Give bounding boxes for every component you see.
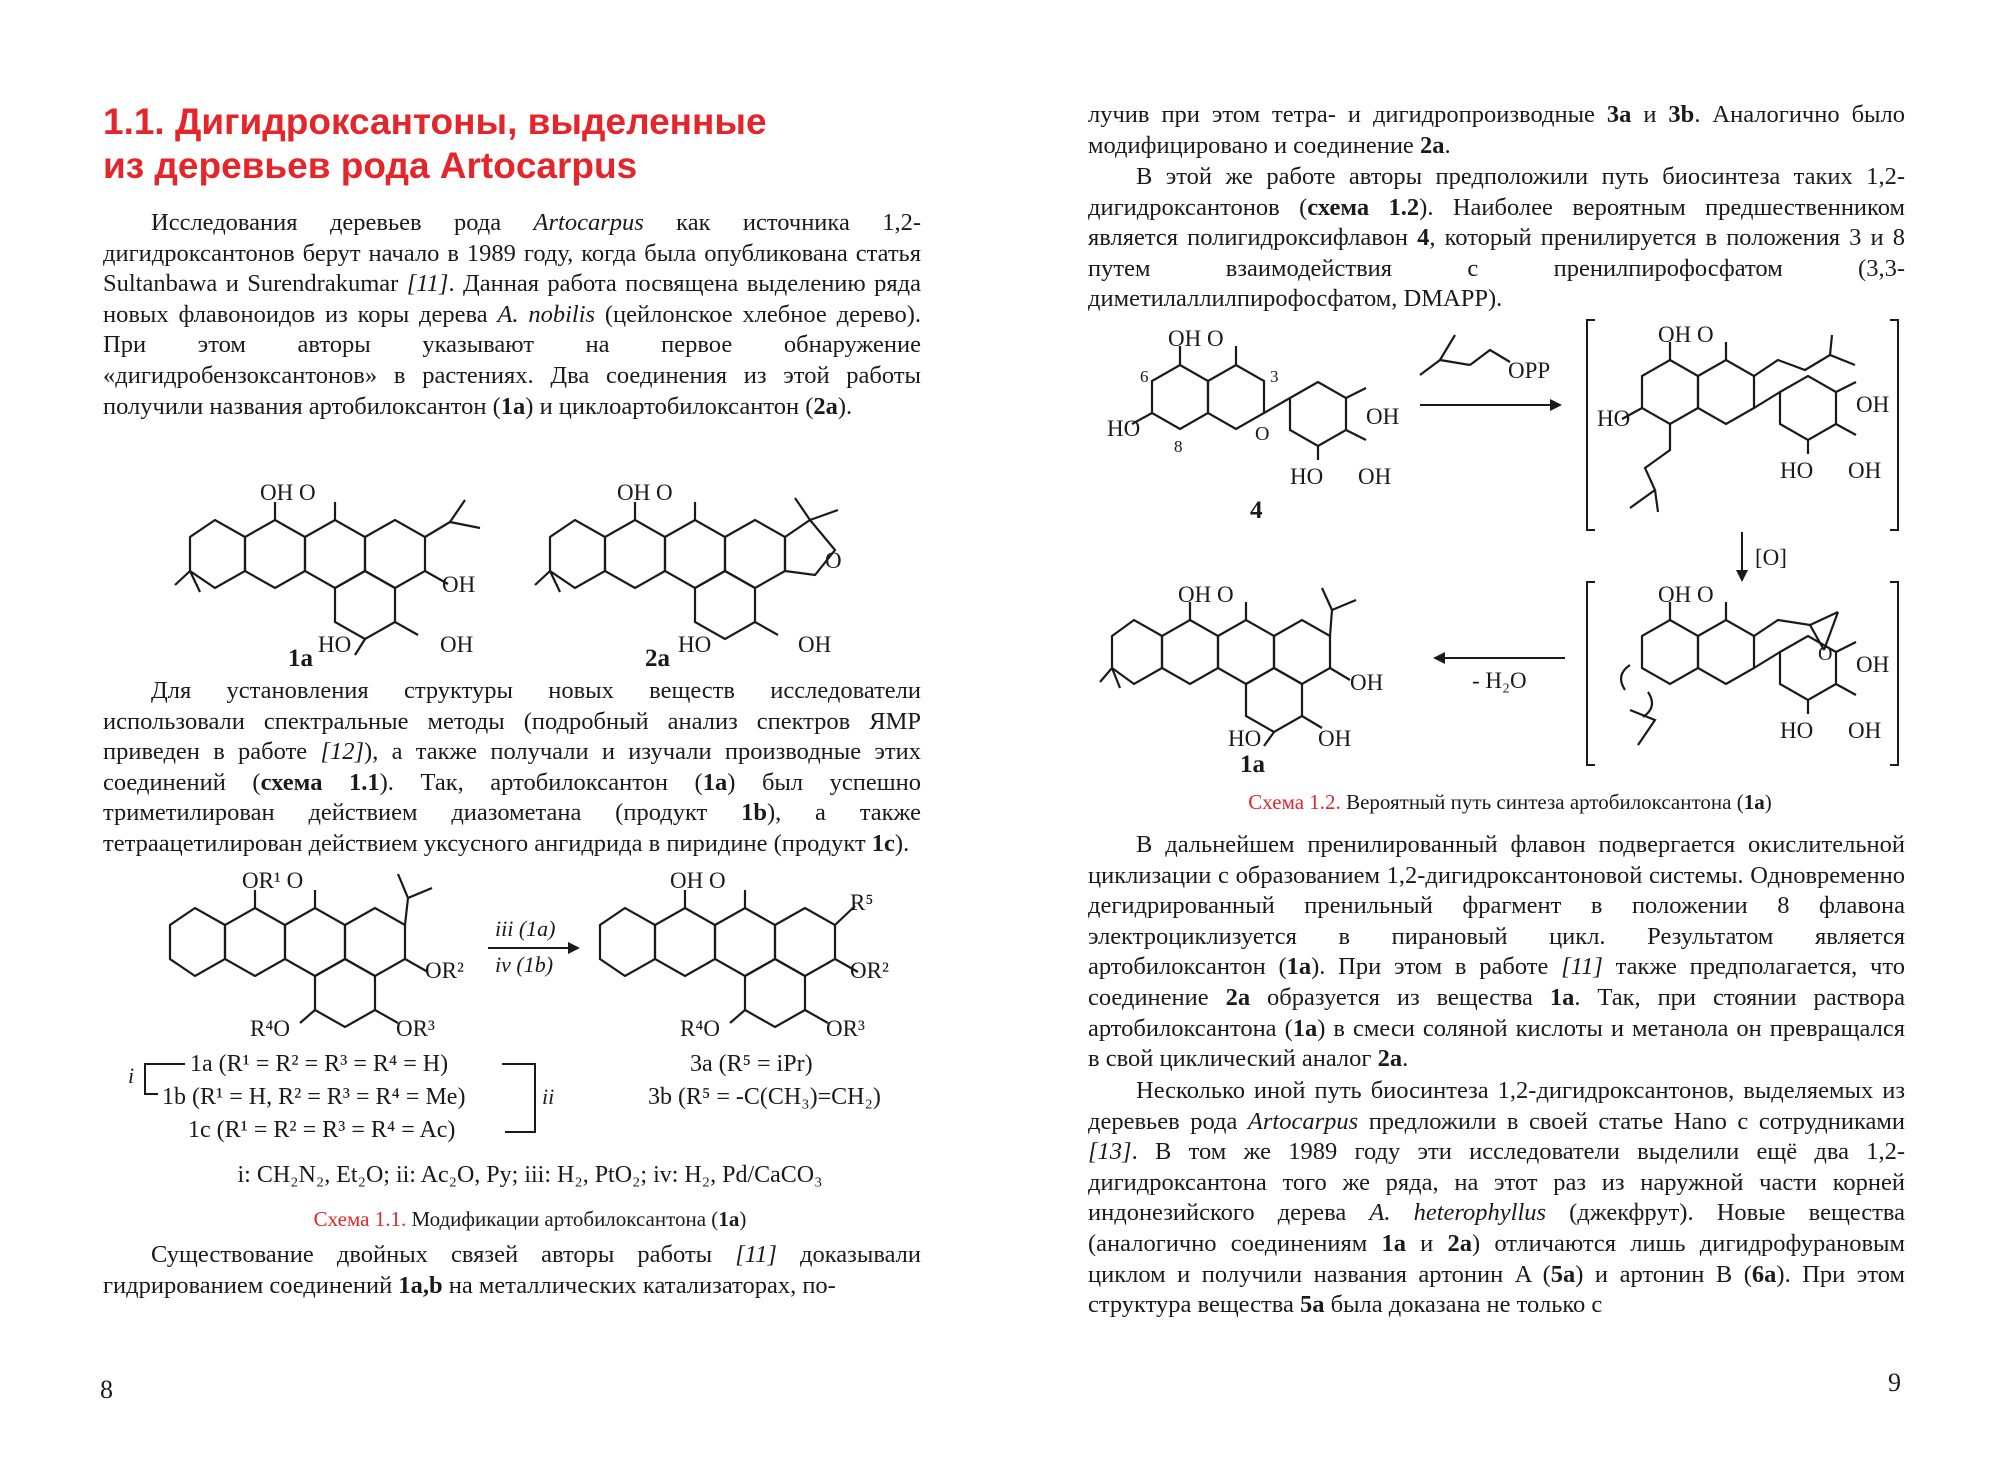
label-opp: OPP bbox=[1508, 358, 1551, 383]
derivative-1c: 1c (R¹ = R² = R³ = R⁴ = Ac) bbox=[188, 1117, 456, 1143]
page-number-right: 9 bbox=[1888, 1368, 1901, 1397]
label-ho-int2b: HO bbox=[1780, 718, 1814, 743]
label-ho-4: HO bbox=[1107, 416, 1141, 441]
scheme-1-2-figure bbox=[1107, 320, 1910, 778]
label-oh-o-int1: OH O bbox=[1658, 322, 1714, 347]
label-oh-o-1a: OH O bbox=[260, 480, 316, 505]
citation-link[interactable]: [11] bbox=[1561, 953, 1603, 981]
structure-2a bbox=[535, 498, 838, 639]
section-title bbox=[103, 100, 903, 188]
arrow-label-top: iii (1a) bbox=[495, 916, 556, 941]
label-oh-int2a: OH bbox=[1856, 652, 1890, 677]
label-ho-4b: HO bbox=[1290, 464, 1324, 489]
paragraph-double-bonds: Существование двойных связей авторы работы [11] доказывали гидрированием соединений 1a,b на металлических катализаторах, по- bbox=[103, 1241, 921, 1299]
structure-prenylated-flavone bbox=[1622, 335, 1856, 512]
label-r4o: R⁴O bbox=[250, 1016, 290, 1041]
label-oh-o-1a-prod: OH O bbox=[1178, 582, 1234, 607]
label-oh-1a-prod-b: OH bbox=[1318, 726, 1352, 751]
section-title-line1: 1.1. Дигидроксантоны, выделенные bbox=[103, 101, 767, 142]
scheme1-arrow-head bbox=[568, 942, 580, 954]
label-ho-1a-prod: HO bbox=[1228, 726, 1262, 751]
paragraph-biosynthesis: В этой же работе авторы предположили путь биосинтеза таких 1,2-дигидроксантонов (схема 1.2). Наиболее вероятным предшественником является полигидроксифлавон 4, который пренилируется в положения 3 и 8 путем взаимодействия с пренилпирофосфатом (3,3-диметилаллилпирофосфатом, DMAPP). bbox=[1088, 163, 1905, 313]
label-or3: OR³ bbox=[396, 1016, 435, 1041]
label-oh-1a-prod-a: OH bbox=[1350, 670, 1384, 695]
citation-link[interactable]: [11] bbox=[735, 1241, 777, 1268]
label-or2: OR² bbox=[425, 958, 464, 983]
label-r5: R⁵ bbox=[850, 890, 874, 915]
label-i: i bbox=[128, 1063, 135, 1088]
structure-1a-2a-figure bbox=[180, 480, 860, 670]
dmapp-structure bbox=[1420, 335, 1510, 375]
label-oh-4b: OH bbox=[1358, 464, 1392, 489]
scheme1-reactant-structure bbox=[170, 874, 432, 1027]
derivative-1a: 1a (R¹ = R² = R³ = R⁴ = H) bbox=[190, 1051, 449, 1077]
label-o-2a: O bbox=[825, 548, 842, 573]
compound-label-1a: 1a bbox=[288, 645, 313, 672]
label-r4o-product: R⁴O bbox=[680, 1016, 720, 1041]
label-oh-4a: OH bbox=[1366, 404, 1400, 429]
bracket-intermediate-1 bbox=[1587, 320, 1898, 530]
paragraph-cyclization: В дальнейшем пренилированный флавон подвергается окислительной циклизации с образованием 1,2-дигидроксантоновой системы. Одновременно дегидрированный пренильный фрагмент в положении 8 флавона электроциклизуется в пирановый цикл. Результатом является артобилоксантон (1a). При этом в работе [11] также предполагается, что соединение 2a образуется из вещества 1a. Так, при стоянии раствора артобилоксантона (1a) в смеси соляной кислоты и метанола он превращался в свой циклический аналог 2a. bbox=[1088, 831, 1906, 1073]
section-title-line2: из деревьев рода Artocarpus bbox=[103, 145, 638, 186]
structure-1a-product bbox=[1100, 588, 1356, 746]
scheme1-caption: Схема 1.1. Модификации артобилоксантона (1a) bbox=[313, 1207, 747, 1231]
position-3: 3 bbox=[1270, 367, 1279, 386]
page-number-left: 8 bbox=[100, 1375, 113, 1404]
citation-link[interactable]: [13] bbox=[1088, 1138, 1132, 1166]
label-ho-1a: HO bbox=[318, 632, 352, 657]
citation-link[interactable]: [12] bbox=[320, 738, 365, 766]
position-6: 6 bbox=[1140, 367, 1149, 386]
label-or2-product: OR² bbox=[850, 958, 889, 983]
arrow-label-bottom: iv (1b) bbox=[495, 952, 554, 977]
paragraph-hano: Несколько иной путь биосинтеза 1,2-дигидроксантонов, выделяемых из деревьев рода Artocarpus предложили в своей статье Hano с сотрудниками [13]. В том же 1989 году эти исследователи выделили ещё два 1,2-дигидроксантона того же ряда, на этот раз из наружной части корней индонезийского дерева A. heterophyllus (джекфрут). Новые вещества (аналогично соединениям 1a и 2a) отличаются лишь дигидрофурановым циклом и получили названия артонин A (5a) и артонин B (6a). При этом структура вещества 5a была доказана не только с bbox=[1088, 1077, 1905, 1319]
label-oh-int2b: OH bbox=[1848, 718, 1882, 743]
paragraph-intro: Исследования деревьев рода Artocarpus как источника 1,2-дигидроксантонов берут начало в 1989 году, когда была опубликована статья Sultanbawa и Surendrakumar [11]. Данная работа посвящена выделению ряда новых флавоноидов из коры дерева A. nobilis (цейлонское хлебное дерево). При этом авторы указывают на первое обнаружение «дигидробензоксантонов» в растениях. Два соединения из этой работы получили названия артобилоксантон (1a) и циклоартобилоксантон (2a). bbox=[103, 209, 922, 420]
label-or1-o: OR¹ O bbox=[242, 868, 304, 893]
label-o-ring-4: O bbox=[1255, 423, 1270, 445]
label-oh-int1a: OH bbox=[1856, 392, 1890, 417]
scheme2-caption: Схема 1.2. Вероятный путь синтеза артобилоксантона (1a) bbox=[1248, 790, 1772, 814]
citation-link[interactable]: [11] bbox=[406, 270, 449, 298]
label-oh-2a: OH bbox=[798, 632, 832, 657]
label-oh-int1b: OH bbox=[1848, 458, 1882, 483]
label-epoxide-o: O bbox=[1818, 643, 1833, 665]
label-oh-1a-b: OH bbox=[440, 632, 474, 657]
right-page bbox=[1000, 0, 2000, 1458]
label-oh-o-2a: OH O bbox=[617, 480, 673, 505]
compound-label-4: 4 bbox=[1250, 497, 1263, 524]
label-ho-2a: HO bbox=[678, 632, 712, 657]
position-8: 8 bbox=[1174, 437, 1183, 456]
scheme-reference[interactable]: схема 1.1 bbox=[260, 768, 380, 796]
label-oh-o-4: OH O bbox=[1168, 326, 1224, 351]
arrow-oxidation-head bbox=[1736, 570, 1748, 582]
product-3a: 3a (R⁵ = iPr) bbox=[690, 1051, 813, 1077]
product-3b: 3b (R⁵ = -C(CH₃)=CH₂) bbox=[648, 1084, 881, 1110]
label-ho-int1: HO bbox=[1597, 406, 1631, 431]
scheme1-product-structure bbox=[600, 890, 858, 1027]
label-or3-product: OR³ bbox=[826, 1016, 865, 1041]
label-oh-o-product: OH O bbox=[670, 868, 726, 893]
label-oh-o-int2: OH O bbox=[1658, 582, 1714, 607]
label-oxidation: [O] bbox=[1755, 545, 1787, 570]
label-dehydration: - H₂O bbox=[1472, 668, 1527, 693]
scheme1-reagents: i: CH₂N₂, Et₂O; ii: Ac₂O, Py; iii: H₂, PtO₂; iv: H₂, Pd/CaCO₃ bbox=[237, 1162, 823, 1188]
paragraph-spectral: Для установления структуры новых веществ исследователи использовали спектральные методы (подробный анализ спектров ЯМР приведен в работе [12]), а также получали и изучали производные этих соединений (схема 1.1). Так, артобилоксантон (1a) был успешно триметилирован действием диазометана (продукт 1b), а также тетраацетилирован действием уксусного ангидрида в пиридине (продукт 1c). bbox=[103, 677, 922, 857]
arrow-dehydration-head bbox=[1433, 652, 1445, 664]
label-ho-int1b: HO bbox=[1780, 458, 1814, 483]
structure-epoxide-intermediate bbox=[1621, 602, 1856, 745]
paragraph-continuation: лучив при этом тетра- и дигидропроизводные 3a и 3b. Аналогично было модифицировано и соединение 2a. bbox=[1088, 101, 1905, 159]
compound-label-2a: 2a bbox=[645, 645, 670, 672]
derivative-1b: 1b (R¹ = H, R² = R³ = R⁴ = Me) bbox=[162, 1084, 466, 1110]
structure-4 bbox=[1132, 346, 1366, 460]
scheme-reference[interactable]: схема 1.2 bbox=[1307, 193, 1420, 221]
compound-label-1a-prod: 1a bbox=[1240, 751, 1265, 778]
label-ii: ii bbox=[542, 1084, 555, 1109]
arrow-prenylation-head bbox=[1550, 399, 1562, 411]
label-oh-1a-a: OH bbox=[442, 572, 476, 597]
scheme-1-1-figure bbox=[128, 868, 910, 1158]
